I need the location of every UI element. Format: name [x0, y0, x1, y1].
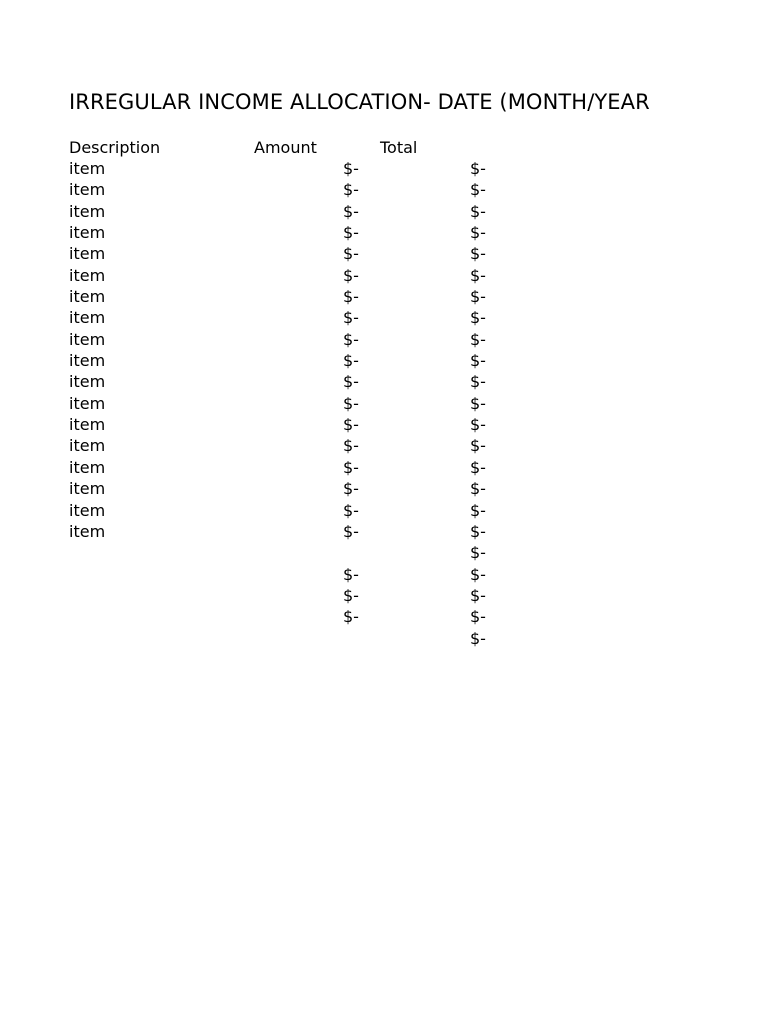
- table-row: [0, 436, 768, 457]
- row-amount: $-: [343, 585, 359, 605]
- row-total: $-: [470, 393, 486, 413]
- row-amount: $-: [343, 372, 359, 392]
- table-row: [0, 629, 768, 650]
- row-total: $-: [470, 415, 486, 435]
- row-amount: $-: [343, 159, 359, 178]
- row-amount: $-: [343, 607, 359, 627]
- row-description: item: [69, 265, 106, 285]
- column-header-total: Total: [380, 138, 418, 157]
- table-row: [0, 565, 768, 586]
- row-description: item: [69, 201, 106, 221]
- row-total: $-: [470, 201, 486, 221]
- row-description: item: [69, 223, 106, 243]
- row-total: $-: [470, 372, 486, 392]
- row-amount: $-: [343, 521, 359, 541]
- row-amount: $-: [343, 564, 359, 584]
- row-total: $-: [470, 521, 486, 541]
- row-total: $-: [470, 287, 486, 307]
- table-row: [0, 586, 768, 607]
- row-amount: $-: [343, 393, 359, 413]
- row-total: $-: [470, 159, 486, 178]
- row-amount: $-: [343, 180, 359, 200]
- row-description: item: [69, 521, 106, 541]
- table-row: [0, 458, 768, 479]
- row-amount: $-: [343, 201, 359, 221]
- row-description: item: [69, 308, 106, 328]
- table-row: [0, 223, 768, 244]
- row-total: $-: [470, 436, 486, 456]
- row-description: item: [69, 457, 106, 477]
- table-row: [0, 308, 768, 329]
- row-total: $-: [470, 479, 486, 499]
- row-total: $-: [470, 329, 486, 349]
- row-description: item: [69, 436, 106, 456]
- row-description: item: [69, 500, 106, 520]
- table-header: [0, 138, 768, 159]
- row-amount: $-: [343, 265, 359, 285]
- table-row: [0, 415, 768, 436]
- row-total: $-: [470, 180, 486, 200]
- column-header-amount: Amount: [254, 138, 317, 157]
- row-description: item: [69, 287, 106, 307]
- row-amount: $-: [343, 457, 359, 477]
- table-row: [0, 180, 768, 201]
- row-amount: $-: [343, 329, 359, 349]
- table-row: [0, 479, 768, 500]
- row-description: item: [69, 479, 106, 499]
- column-header-description: Description: [69, 138, 161, 157]
- table-row: [0, 244, 768, 265]
- row-total: $-: [470, 628, 486, 648]
- row-description: item: [69, 244, 106, 264]
- table-row: [0, 543, 768, 564]
- row-total: $-: [470, 607, 486, 627]
- row-description: item: [69, 159, 106, 178]
- row-amount: $-: [343, 351, 359, 371]
- table-row: [0, 607, 768, 628]
- table-row: [0, 522, 768, 543]
- row-description: item: [69, 329, 106, 349]
- table-row: [0, 351, 768, 372]
- row-amount: $-: [343, 415, 359, 435]
- row-total: $-: [470, 244, 486, 264]
- row-total: $-: [470, 457, 486, 477]
- row-description: item: [69, 372, 106, 392]
- row-total: $-: [470, 500, 486, 520]
- row-amount: $-: [343, 436, 359, 456]
- table-row: [0, 266, 768, 287]
- row-description: item: [69, 393, 106, 413]
- table-row: [0, 372, 768, 393]
- row-total: $-: [470, 543, 486, 563]
- row-total: $-: [470, 351, 486, 371]
- row-description: item: [69, 415, 106, 435]
- table-row: [0, 202, 768, 223]
- page-title: IRREGULAR INCOME ALLOCATION- DATE (MONTH/YEAR: [69, 90, 650, 114]
- row-total: $-: [470, 265, 486, 285]
- row-amount: $-: [343, 500, 359, 520]
- row-total: $-: [470, 585, 486, 605]
- row-amount: $-: [343, 287, 359, 307]
- table-row: [0, 287, 768, 308]
- row-amount: $-: [343, 308, 359, 328]
- table-row: [0, 159, 768, 180]
- row-description: item: [69, 180, 106, 200]
- table-row: [0, 394, 768, 415]
- row-amount: $-: [343, 479, 359, 499]
- table-row: [0, 501, 768, 522]
- row-total: $-: [470, 308, 486, 328]
- row-description: item: [69, 351, 106, 371]
- row-amount: $-: [343, 223, 359, 243]
- row-amount: $-: [343, 244, 359, 264]
- table-row: [0, 330, 768, 351]
- row-total: $-: [470, 223, 486, 243]
- allocation-table: [0, 159, 768, 650]
- row-total: $-: [470, 564, 486, 584]
